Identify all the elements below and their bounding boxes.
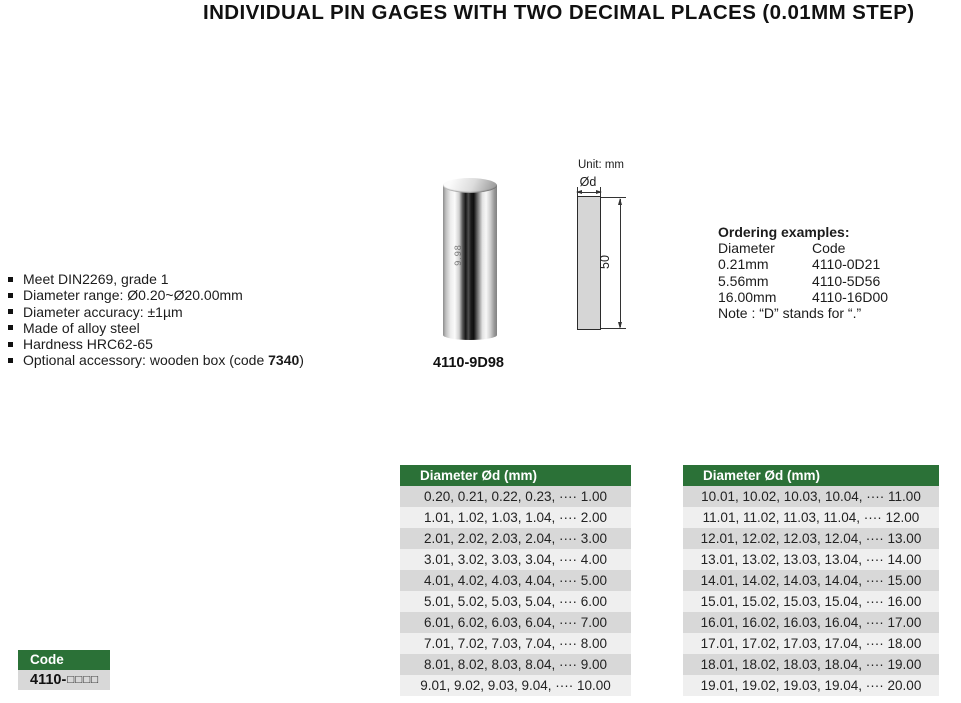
pin-gage-photo bbox=[443, 178, 497, 340]
length-dimension-line bbox=[620, 199, 621, 327]
feature-item: Optional accessory: wooden box (code 7340) bbox=[8, 352, 304, 368]
table-row: 4.01, 4.02, 4.03, 4.04, ···· 5.00 bbox=[400, 570, 631, 591]
diameter-dim-label: Ød bbox=[579, 175, 597, 189]
code-placeholder-boxes: □□□□ bbox=[67, 674, 100, 686]
extension-line-top bbox=[601, 197, 626, 198]
table-row: 11.01, 11.02, 11.03, 11.04, ···· 12.00 bbox=[683, 507, 939, 528]
table-row: 19.01, 19.02, 19.03, 19.04, ···· 20.00 bbox=[683, 675, 939, 696]
ordering-column-headers bbox=[718, 240, 888, 256]
table-row: 8.01, 8.02, 8.03, 8.04, ···· 9.00 bbox=[400, 654, 631, 675]
page-title: INDIVIDUAL PIN GAGES WITH TWO DECIMAL PLACES (0.01MM STEP) bbox=[203, 1, 915, 24]
table-header: Diameter Ød (mm) bbox=[400, 465, 631, 486]
table-row: 17.01, 17.02, 17.03, 17.04, ···· 18.00 bbox=[683, 633, 939, 654]
pin-engraved-size: 9.98 bbox=[452, 244, 463, 266]
arrowhead-left-icon bbox=[576, 190, 582, 194]
unit-label: Unit: mm bbox=[578, 159, 624, 171]
ordering-col-code: Code bbox=[812, 240, 846, 257]
feature-list bbox=[8, 271, 304, 369]
code-prefix: 4110- bbox=[30, 672, 67, 688]
table-row: 3.01, 3.02, 3.03, 3.04, ···· 4.00 bbox=[400, 549, 631, 570]
code-block-header: Code bbox=[18, 650, 110, 670]
table-row: 6.01, 6.02, 6.03, 6.04, ···· 7.00 bbox=[400, 612, 631, 633]
feature-item: Diameter range: Ø0.20~Ø20.00mm bbox=[8, 287, 304, 303]
diameter-table-1 bbox=[400, 465, 631, 696]
ordering-col-diameter: Diameter bbox=[718, 240, 775, 257]
table-row: 10.01, 10.02, 10.03, 10.04, ···· 11.00 bbox=[683, 486, 939, 507]
ordering-code: 4110-16D00 bbox=[812, 288, 889, 305]
ordering-diameter: 0.21mm bbox=[718, 256, 769, 273]
feature-item: Meet DIN2269, grade 1 bbox=[8, 271, 304, 287]
ordering-code: 4110-0D21 bbox=[812, 256, 881, 273]
extension-line-bottom bbox=[601, 328, 626, 329]
pin-top-face bbox=[443, 178, 497, 193]
table-2-rows bbox=[683, 486, 939, 696]
code-pattern bbox=[18, 670, 110, 690]
ordering-note: Note : “D” stands for “.” bbox=[718, 305, 862, 322]
table-row: 9.01, 9.02, 9.03, 9.04, ···· 10.00 bbox=[400, 675, 631, 696]
ordering-row bbox=[718, 256, 888, 272]
ordering-heading: Ordering examples: bbox=[718, 224, 850, 240]
table-row: 5.01, 5.02, 5.03, 5.04, ···· 6.00 bbox=[400, 591, 631, 612]
table-row: 15.01, 15.02, 15.03, 15.04, ···· 16.00 bbox=[683, 591, 939, 612]
ordering-code: 4110-5D56 bbox=[812, 272, 881, 289]
arrowhead-down-icon bbox=[618, 322, 622, 329]
arrowhead-up-icon bbox=[618, 198, 622, 205]
feature-item: Hardness HRC62-65 bbox=[8, 336, 304, 352]
ordering-row bbox=[718, 289, 888, 305]
ordering-diameter: 5.56mm bbox=[718, 272, 769, 289]
feature-item: Made of alloy steel bbox=[8, 320, 304, 336]
ordering-row bbox=[718, 273, 888, 289]
table-row: 16.01, 16.02, 16.03, 16.04, ···· 17.00 bbox=[683, 612, 939, 633]
table-row: 7.01, 7.02, 7.03, 7.04, ···· 8.00 bbox=[400, 633, 631, 654]
table-row: 0.20, 0.21, 0.22, 0.23, ···· 1.00 bbox=[400, 486, 631, 507]
table-row: 13.01, 13.02, 13.03, 13.04, ···· 14.00 bbox=[683, 549, 939, 570]
diameter-table-2 bbox=[683, 465, 939, 696]
table-row: 18.01, 18.02, 18.03, 18.04, ···· 19.00 bbox=[683, 654, 939, 675]
pin-model-code: 4110-9D98 bbox=[433, 355, 504, 371]
table-row: 14.01, 14.02, 14.03, 14.04, ···· 15.00 bbox=[683, 570, 939, 591]
table-1-rows bbox=[400, 486, 631, 696]
length-dim-label: 50 bbox=[597, 255, 612, 269]
table-row: 2.01, 2.02, 2.03, 2.04, ···· 3.00 bbox=[400, 528, 631, 549]
feature-item: Diameter accuracy: ±1µm bbox=[8, 304, 304, 320]
arrowhead-right-icon bbox=[596, 190, 602, 194]
table-header: Diameter Ød (mm) bbox=[683, 465, 939, 486]
ordering-diameter: 16.00mm bbox=[718, 288, 777, 305]
ordering-examples bbox=[718, 224, 888, 321]
pin-body bbox=[443, 185, 497, 340]
ordering-rows bbox=[718, 256, 888, 305]
code-block bbox=[18, 650, 110, 690]
table-row: 12.01, 12.02, 12.03, 12.04, ···· 13.00 bbox=[683, 528, 939, 549]
table-row: 1.01, 1.02, 1.03, 1.04, ···· 2.00 bbox=[400, 507, 631, 528]
